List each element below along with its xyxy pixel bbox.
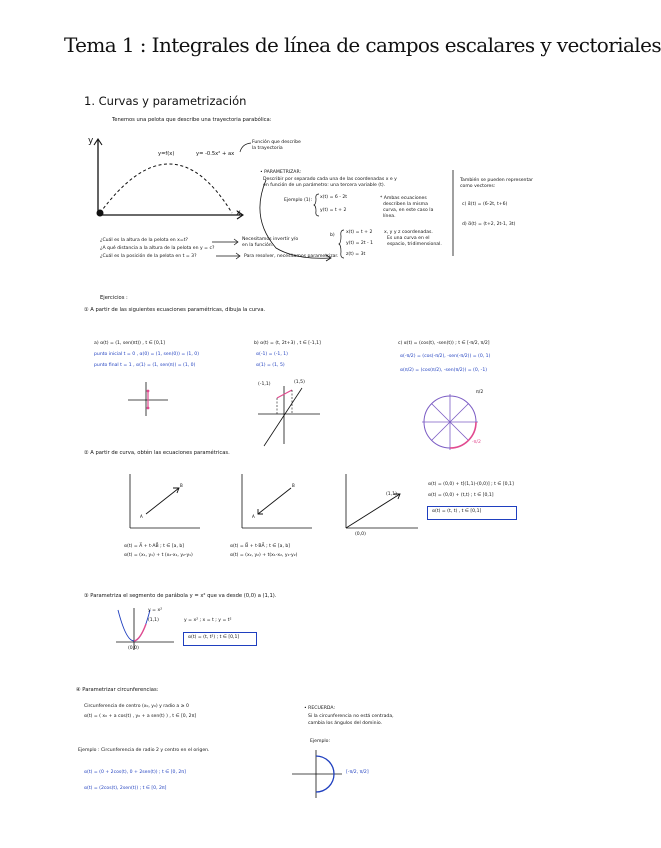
answer-2: Para resolver, necesitamos parametrizar. [244, 254, 339, 259]
answer-1a: Necesitamos invertir y/o [242, 237, 299, 242]
b-note-3: espacio, tridimensional. [387, 242, 442, 247]
svg-text:B: B [292, 483, 295, 488]
ex3-point-label: (1,1) [148, 618, 159, 623]
page-title: Tema 1 : Integrales de línea de campos escalares y vectoriales [64, 33, 661, 57]
b-label: b) [330, 233, 335, 238]
ex3-origin-label: (0,0) [128, 646, 139, 651]
curved-arrow [256, 178, 336, 264]
b-note-2: Es una curva en el [387, 236, 430, 241]
note-function-2: la trayectoria [252, 146, 283, 151]
ex1c-circle-graph [420, 392, 484, 456]
answer-1b: en la función. [242, 243, 274, 248]
ex3-curve-label: y = x² [148, 608, 163, 613]
example-note-4: línea. [383, 214, 396, 219]
ex1c-p2: α(π/2) = (cos(π/2), -sen(π/2)) = (0, -1) [400, 368, 488, 373]
param-desc-1: Describir por separado cada una de las coordenadas x e y [263, 177, 397, 182]
vector-note-1: También se pueden representar [460, 178, 533, 183]
ex2-graph-1 [124, 470, 202, 532]
ex1a-eq: a) α(t) = (1, sen(πt)) , t ∈ [0,1] [94, 341, 165, 346]
ex1b-graph [256, 384, 324, 446]
ex2-graph-2 [236, 470, 314, 532]
example-x: x(t) = 6 - 2t [320, 195, 348, 200]
ex4-l1: Circunferencia de centro (x₀, y₀) y radio a ≥ 0 [84, 704, 189, 709]
ex1b-p2: α(1) = (1, 5) [256, 363, 285, 368]
recuerda-title: • RECUERDA: [304, 706, 335, 711]
ex1b-pt1: (-1,1) [258, 382, 271, 387]
ex2-graph-3 [340, 470, 420, 534]
ex2-eq2: α(t) = B⃗ + t·BA⃗ ; t ∈ [a, b] [230, 544, 291, 549]
ejemplo-label: Ejemplo: [310, 739, 331, 744]
ex2-r1: α(t) = (0,0) + t[(1,1)-(0,0)] ; t ∈ [0,1] [428, 482, 514, 487]
note-function-1: Función que describe [252, 140, 301, 145]
b-x: x(t) = t + 2 [346, 230, 373, 235]
ejemplo-domain: [-π/2, π/2] [346, 770, 369, 775]
ex2-eq1b: α(t) = (x₁, y₁) + t (x₂-x₁, y₂-y₁) [124, 553, 193, 558]
ex1a-end: punto final t = 1 , α(1) = (1, sen(π)) = (1, 0) [94, 363, 196, 368]
example-note-3: curva, en este caso la [383, 208, 434, 213]
svg-text:B: B [180, 483, 183, 488]
question-1: ¿Cuál es la altura de la pelota en x=t? [100, 238, 188, 243]
ex1c-label-bot: -π/2 [472, 440, 481, 445]
ex2-heading: ② A partir de curva, obtén las ecuaciones paramétricas. [84, 450, 230, 456]
question-3: ¿Cuál es la posición de la pelota en t = 3? [100, 254, 197, 259]
ex1b-eq: b) α(t) = (t, 2t+3) , t ∈ [-1,1] [254, 341, 321, 346]
b-y: y(t) = 2t - 1 [346, 241, 374, 246]
ex1a-start: punto inicial t = 0 , α(0) = (1, sen(0)) = (1, 0) [94, 352, 199, 357]
example-note-2: describen la misma [383, 202, 428, 207]
ex1b-p1: α(-1) = (-1, 1) [256, 352, 288, 357]
param-desc-2: en función de un parámetro: una tercera variable (t). [263, 183, 386, 188]
ex4-ex2: α(t) = (2cos(t), 2sen(t)) ; t ∈ [0, 2π] [84, 786, 167, 791]
example-note-1: * Ambas ecuaciones [380, 196, 427, 201]
ex3-parabola-graph [112, 606, 176, 654]
ex4-heading: ④ Parametrizar circunferencias: [76, 687, 159, 693]
ex1c-p1: α(-π/2) = (cos(-π/2), -sen(-π/2)) = (0, 1) [400, 354, 491, 359]
ex1-heading: ① A partir de las siguientes ecuaciones paramétricas, dibuja la curva. [84, 307, 266, 313]
ex4-ex1: α(t) = (0 + 2cos(t), 0 + 2sen(t)) ; t ∈ [0, 2π] [84, 770, 186, 775]
ex3-boxed: α(t) = (t, t²) ; t ∈ [0,1] [188, 635, 240, 640]
note-arrow [236, 140, 256, 156]
question-arrows [212, 236, 242, 266]
recuerda-body-2: cambia los ángulos del dominio. [308, 721, 383, 726]
example-label: Ejemplo (1): [284, 198, 312, 203]
vector-note-2: como vectores: [460, 184, 496, 189]
ex1b-pt2: (1,5) [294, 380, 305, 385]
example-y: y(t) = t + 2 [320, 208, 347, 213]
axis-y-label: y [88, 136, 94, 146]
ex1a-graph [126, 380, 170, 418]
section-heading: 1. Curvas y parametrización [84, 94, 247, 108]
graph-equation: y= -0.5x² + ax [196, 151, 235, 157]
ex2-boxed: α(t) = (t, t) , t ∈ [0,1] [432, 509, 482, 514]
ex2-eq2b: α(t) = (x₂, y₂) + t(x₁-x₂, y₁-y₂) [230, 553, 298, 558]
ex2-pt-origin: (0,0) [355, 532, 366, 537]
graph-fx-label: y=f(x) [158, 151, 175, 157]
brace-b [338, 229, 346, 259]
divider-vertical [452, 170, 454, 256]
intro-text: Tenemos una pelota que describe una trayectoria parabólica: [112, 117, 272, 123]
param-heading: • PARAMETRIZAR: [260, 170, 302, 175]
axis-x-label: x [236, 208, 241, 217]
ex4-example-heading: Ejemplo : Circunferencia de radio 2 y centro en el origen. [78, 748, 210, 753]
vector-c: c) α⃗(t) = (6-2t, t+6) [462, 202, 508, 207]
ex2-eq1: α(t) = A⃗ + t·AB⃗ ; t ∈ [a, b] [124, 544, 185, 549]
b-z: z(t) = 3t [346, 252, 366, 257]
exercises-label: Ejercicios : [100, 295, 128, 301]
ex1c-label-top: π/2 [476, 390, 484, 395]
ex3-eq1: y = x² ; x = t ; y = t² [184, 618, 232, 623]
b-note-1: x, y y z coordenadas. [384, 230, 433, 235]
ex2-pt-end: (1,1) [386, 492, 397, 497]
question-2: ¿A qué distancia a la altura de la pelota en y = c? [100, 246, 215, 251]
ex2-r2: α(t) = (0,0) + (t,t) ; t ∈ [0,1] [428, 493, 494, 498]
svg-text:A: A [252, 514, 255, 519]
vector-d: d) α⃗(t) = (t+2, 2t-1, 3t) [462, 222, 516, 227]
ex1c-eq: c) α(t) = (cos(t), -sen(t)) ; t ∈ [-π/2, π/2] [398, 341, 490, 346]
ex4-l2: α(t) = ( x₀ + a cos(t) , y₀ + a sen(t) ) , t ∈ [0, 2π] [84, 714, 197, 719]
ex4-semicircle-graph [290, 748, 344, 800]
recuerda-body-1: Si la circunferencia no está centrada, [308, 714, 394, 719]
svg-text:A: A [140, 514, 143, 519]
ex3-heading: ③ Parametriza el segmento de parábola y = x² que va desde (0,0) a (1,1). [84, 593, 277, 599]
